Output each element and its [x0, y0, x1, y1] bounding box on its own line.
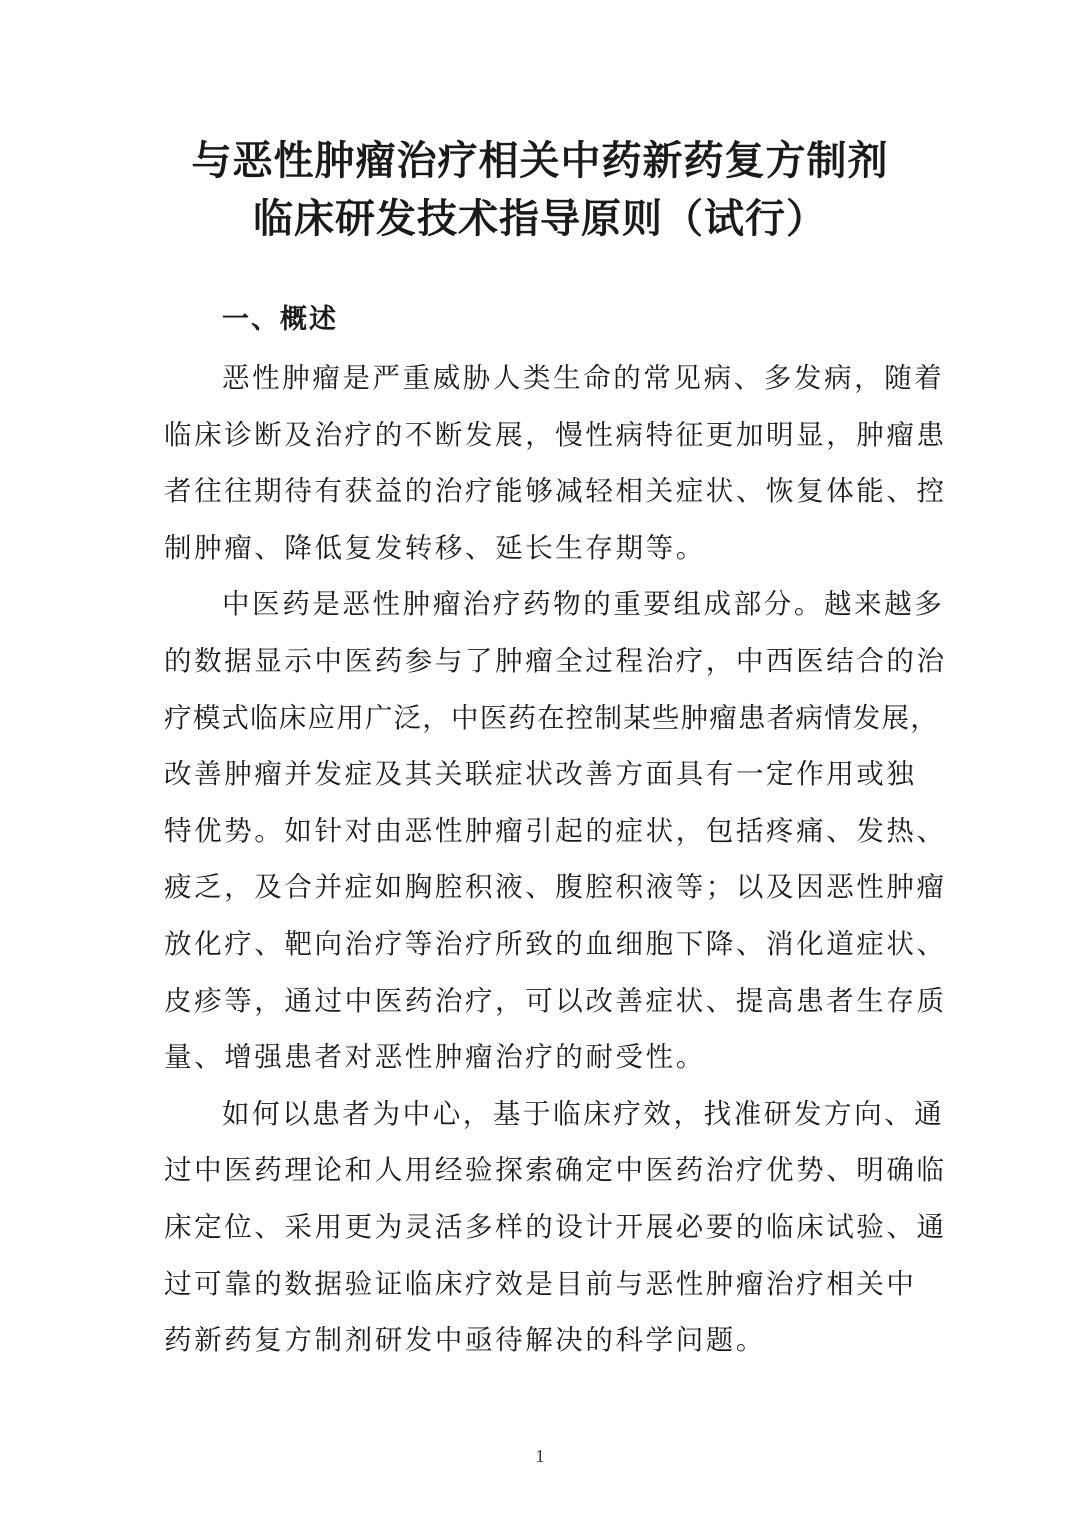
document-title-line-1: 与恶性肿瘤治疗相关中药新药复方制剂: [191, 138, 889, 184]
paragraph-2-line-5: 特优势。如针对由恶性肿瘤引起的症状，包括疼痛、发热、: [164, 814, 947, 847]
paragraph-2-line-8: 皮疹等，通过中医药治疗，可以改善症状、提高患者生存质: [164, 984, 947, 1017]
paragraph-3-line-3: 床定位、采用更为灵活多样的设计开展必要的临床试验、通: [164, 1210, 947, 1243]
paragraph-3-line-2: 过中医药理论和人用经验探索确定中医药治疗优势、明确临: [164, 1154, 947, 1187]
paragraph-2-line-6: 疲乏，及合并症如胸腔积液、腹腔积液等；以及因恶性肿瘤: [164, 871, 947, 904]
paragraph-3-line-1: 如何以患者为中心，基于临床疗效，找准研发方向、通: [222, 1097, 945, 1130]
paragraph-2-line-2: 的数据显示中医药参与了肿瘤全过程治疗，中西医结合的治: [164, 644, 947, 677]
paragraph-2-line-3: 疗模式临床应用广泛，中医药在控制某些肿瘤患者病情发展，: [164, 701, 939, 734]
paragraph-1-line-4: 制肿瘤、降低复发转移、延长生存期等。: [164, 531, 706, 564]
document-body: [164, 350, 947, 1369]
paragraph-1-line-3: 者往往期待有获益的治疗能够减轻相关症状、恢复体能、控: [164, 475, 947, 508]
paragraph-2-line-9: 量、增强患者对恶性肿瘤治疗的耐受性。: [164, 1041, 706, 1074]
paragraph-2-line-7: 放化疗、靶向治疗等治疗所致的血细胞下降、消化道症状、: [164, 927, 947, 960]
paragraph-3-line-5: 药新药复方制剂研发中亟待解决的科学问题。: [164, 1324, 766, 1357]
paragraph-1-line-2: 临床诊断及治疗的不断发展，慢性病特征更加明显，肿瘤患: [164, 418, 947, 451]
paragraph-2-line-4: 改善肿瘤并发症及其关联症状改善方面具有一定作用或独: [164, 758, 917, 791]
page-number: 1: [535, 1446, 545, 1466]
paragraph-3-line-4: 过可靠的数据验证临床疗效是目前与恶性肿瘤治疗相关中: [164, 1267, 917, 1300]
paragraph-1-line-1: 恶性肿瘤是严重威胁人类生命的常见病、多发病，随着: [222, 362, 945, 394]
document-title-line-2: 临床研发技术指导原则（试行）: [253, 196, 827, 242]
section-heading: 一、概述: [222, 304, 338, 335]
paragraph-2-line-1: 中医药是恶性肿瘤治疗药物的重要组成部分。越来越多: [222, 588, 945, 621]
